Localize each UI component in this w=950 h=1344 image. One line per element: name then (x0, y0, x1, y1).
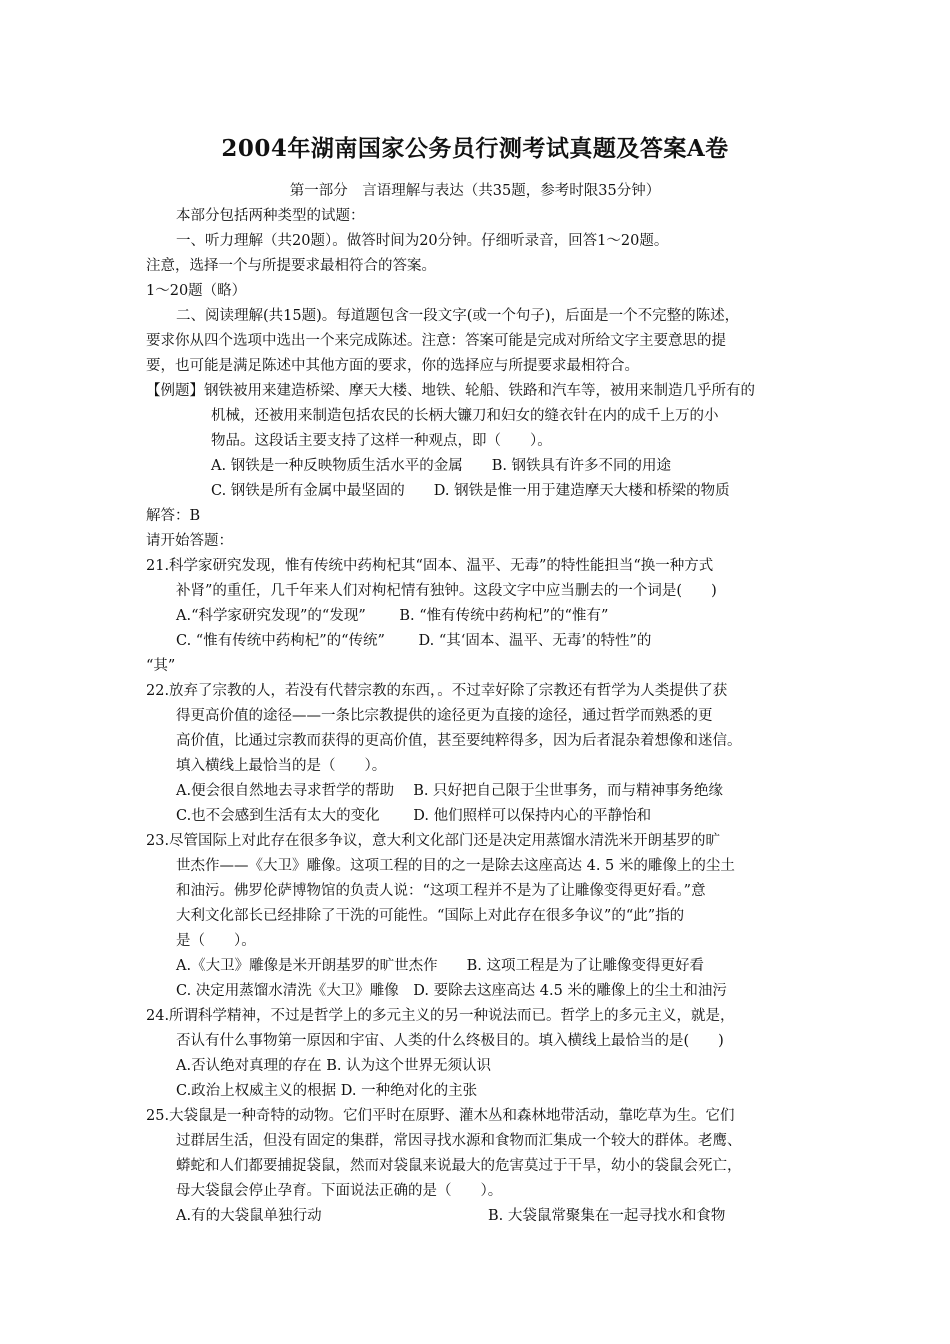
example-options: C. 钢铁是所有金属中最坚固的 D. 钢铁是惟一用于建造摩天大楼和桥梁的物质 (211, 483, 730, 499)
question-22-options: C.也不会感到生活有太大的变化 D. 他们照样可以保持内心的平静怡和 (176, 808, 652, 824)
question-23-stem: 是（ ）。 (176, 933, 256, 949)
start-prompt: 请开始答题： (146, 533, 233, 549)
example-answer: 解答：B (146, 508, 201, 524)
question-24-options: A.否认绝对真理的存在 B. 认为这个世界无须认识 (176, 1058, 492, 1074)
example-options: A. 钢铁是一种反映物质生活水平的金属 B. 钢铁具有许多不同的用途 (211, 458, 672, 474)
question-24-options: C.政治上权威主义的根据 D. 一种绝对化的主张 (176, 1083, 478, 1099)
question-22-options: A.便会很自然地去寻求哲学的帮助 B. 只好把自己限于尘世事务，而与精神事务绝缘 (176, 783, 724, 799)
intro-line: 注意，选择一个与所提要求最相符合的答案。 (146, 258, 436, 274)
question-22-stem: 填入横线上最恰当的是（ ）。 (176, 758, 387, 774)
question-23-stem: 和油污。佛罗伦萨博物馆的负责人说：“这项工程并不是为了让雕像变得更好看。”意 (176, 883, 706, 899)
question-25-stem: 母大袋鼠会停止孕育。下面说法正确的是（ ）。 (176, 1183, 503, 1199)
question-21-options: “其” (146, 658, 176, 674)
question-22-stem: 22.放弃了宗教的人，若没有代替宗教的东西，。不过幸好除了宗教还有哲学为人类提供了获 (146, 683, 728, 699)
intro-line: 要求你从四个选项中选出一个来完成陈述。注意：答案可能是完成对所给文字主要意思的提 (146, 333, 726, 349)
question-21-stem: 补肾”的重任，几千年来人们对枸杞情有独钟。这段文字中应当删去的一个词是( ) (176, 583, 717, 599)
question-22-stem: 得更高价值的途径——一条比宗教提供的途径更为直接的途径，通过哲学而熟悉的更 (176, 708, 713, 724)
question-21-options: A.“科学家研究发现”的“发现” B. “惟有传统中药枸杞”的“惟有” (176, 608, 609, 624)
example-stem: 【例题】钢铁被用来建造桥梁、摩天大楼、地铁、轮船、铁路和汽车等，被用来制造几乎所有的 (146, 383, 755, 399)
question-23-stem: 大利文化部长已经排除了干洗的可能性。“国际上对此存在很多争议”的“此”指的 (176, 908, 685, 924)
question-25-stem: 25.大袋鼠是一种奇特的动物。它们平时在原野、灌木丛和森林地带活动，靠吃草为生。它们 (146, 1108, 735, 1124)
question-25-option-b: B. 大袋鼠常聚集在一起寻找水和食物 (488, 1208, 726, 1224)
example-stem: 物品。这段话主要支持了这样一种观点，即（ ）。 (211, 433, 552, 449)
intro-line: 一、听力理解（共20题）。做答时间为20分钟。仔细听录音，回答1～20题。 (176, 233, 669, 249)
section-heading: 第一部分 言语理解与表达（共35题，参考时限35分钟） (289, 183, 661, 199)
question-23-options: C. 决定用蒸馏水清洗《大卫》雕像 D. 要除去这座高达 4.5 米的雕像上的尘土和油污 (176, 983, 727, 999)
question-25-stem: 蟒蛇和人们都要捕捉袋鼠，然而对袋鼠来说最大的危害莫过于干旱，幼小的袋鼠会死亡， (176, 1158, 742, 1174)
question-23-options: A.《大卫》雕像是米开朗基罗的旷世杰作 B. 这项工程是为了让雕像变得更好看 (176, 958, 704, 974)
question-24-stem: 24.所谓科学精神，不过是哲学上的多元主义的另一种说法而已。哲学上的多元主义，就是， (146, 1008, 735, 1024)
question-22-stem: 高价值，比通过宗教而获得的更高价值，甚至要纯粹得多，因为后者混杂着想像和迷信。 (176, 733, 742, 749)
question-25-option-a: A.有的大袋鼠单独行动 (176, 1208, 322, 1224)
intro-line: 本部分包括两种类型的试题： (176, 208, 365, 224)
example-stem: 机械，还被用来制造包括农民的长柄大镰刀和妇女的缝衣针在内的成千上万的小 (211, 408, 719, 424)
question-25-stem: 过群居生活，但没有固定的集群，常因寻找水源和食物而汇集成一个较大的群体。老鹰、 (176, 1133, 742, 1149)
question-23-stem: 世杰作——《大卫》雕像。这项工程的目的之一是除去这座高达 4. 5 米的雕像上的尘土 (176, 858, 735, 874)
intro-line: 二、阅读理解(共15题)。每道题包含一段文字(或一个句子)，后面是一个不完整的陈述， (176, 308, 740, 324)
intro-line: 1～20题（略） (146, 283, 247, 299)
question-21-stem: 21.科学家研究发现，惟有传统中药枸杞其“固本、温平、无毒”的特性能担当“换一种方式 (146, 558, 714, 574)
question-24-stem: 否认有什么事物第一原因和宇宙、人类的什么终极目的。填入横线上最恰当的是( ) (176, 1033, 724, 1049)
question-23-stem: 23.尽管国际上对此存在很多争议，意大利文化部门还是决定用蒸馏水清洗米开朗基罗的旷 (146, 833, 721, 849)
document-title: 2004年湖南国家公务员行测考试真题及答案A卷 (221, 135, 729, 162)
question-21-options: C. “惟有传统中药枸杞”的“传统” D. “其‘固本、温平、无毒’的特性”的 (176, 633, 652, 649)
intro-line: 要，也可能是满足陈述中其他方面的要求，你的选择应与所提要求最相符合。 (146, 358, 639, 374)
